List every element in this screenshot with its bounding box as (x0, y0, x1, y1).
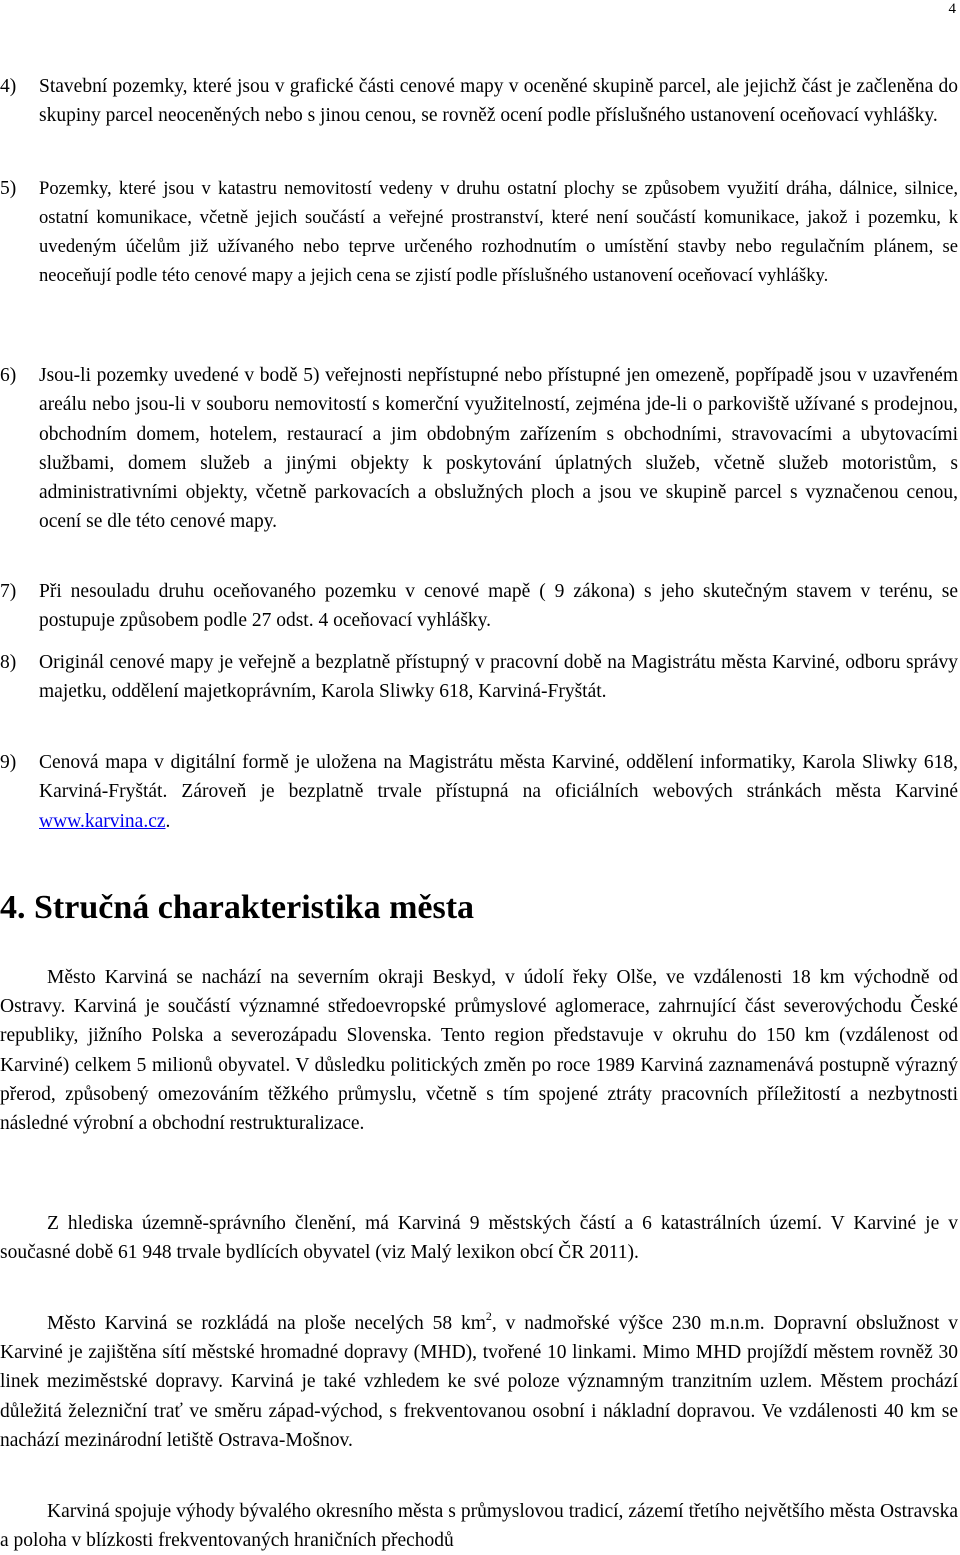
item-text: Při nesouladu druhu oceňovaného pozemku v cenové mapě ( 9 zákona) s jeho skutečným stavem v terénu, se postupuje způsobem podle 27 odst. 4 oceňovací vyhlášky. (39, 581, 958, 632)
item-text: Stavební pozemky, které jsou v grafické části cenové mapy v oceněné skupině parcel, ale jejichž část je začleněna do skupiny parcel neoceněných nebo s jinou cenou, se rovněž ocení podle příslušného ustanovení oceňovací vyhlášky. (39, 76, 958, 127)
list-item-8 (0, 648, 958, 707)
item-number: 7) (0, 581, 17, 602)
section-heading: 4. Stručná charakteristika města (0, 889, 475, 926)
item-text: Pozemky, které jsou v katastru nemovitostí vedeny v druhu ostatní plochy se způsobem využití dráha, dálnice, silnice, ostatní komunikace, včetně jejich součástí a veřejné prostranství, které není součástí komunikace, jakož i pozemku, k uvedeným účelům již užívaného nebo teprve určeného rozhodnutím o umístění stavby nebo regulačním plánem, se neoceňují podle této cenové mapy a jejich cena se zjistí podle příslušného ustanovení oceňovací vyhlášky. (39, 178, 958, 287)
website-link[interactable]: www.karvina.cz (39, 810, 166, 832)
list-item-5 (0, 174, 958, 290)
paragraph-advantages: Karviná spojuje výhody bývalého okresního města s průmyslovou tradicí, zázemí třetího největšího města Ostravska a poloha v blízkosti frekventovaných hraničních přechodů (0, 1501, 958, 1552)
item-number: 5) (0, 178, 17, 199)
item-text (39, 748, 958, 836)
item-number: 6) (0, 365, 17, 386)
list-item-6 (0, 361, 958, 537)
item-number: 8) (0, 652, 17, 673)
item-text: Originál cenové mapy je veřejně a bezplatně přístupný v pracovní době na Magistrátu města Karviné, odboru správy majetku, oddělení majetkoprávním, Karola Sliwky 618, Karviná-Fryštát. (39, 652, 958, 703)
item-text-main: Cenová mapa v digitální formě je uložena na Magistrátu města Karviné, oddělení informatiky, Karola Sliwky 618, Karviná-Fryštát. Zároveň je bezplatně trvale přístupná na oficiálních webových stránkách města Karviné (39, 752, 958, 803)
superscript-exponent: 2 (485, 1309, 492, 1323)
item-number: 4) (0, 76, 17, 97)
item-number: 9) (0, 752, 17, 773)
paragraph-administration: Z hlediska územně-správního členění, má Karviná 9 městských částí a 6 katastrálních území. V Karviné je v současné době 61 948 trvale bydlících obyvatel (viz Malý lexikon obcí ČR 2011). (0, 1213, 958, 1264)
item-text: Jsou-li pozemky uvedené v bodě 5) veřejnosti nepřístupné nebo přístupné jen omezeně, popřípadě jsou v uzavřeném areálu nebo jsou-li v souboru nemovitostí s komerční využitelností, zejména jde-li o parkoviště užívané s prodejnou, obchodním domem, hotelem, restaurací a jim obdobným zařízením s obchodními, stravovacími a ubytovacími službami, domem služeb a jinými objekty k poskytování úplatných služeb, včetně služeb motoristům, s administrativními objekty, včetně parkovacích a obslužných ploch a jsou ve skupině parcel s vyznačenou cenou, ocení se dle této cenové mapy. (39, 365, 958, 533)
list-item-9 (0, 748, 958, 836)
list-item-7 (0, 577, 958, 636)
list-item-4 (0, 72, 958, 131)
page-number: 4 (948, 1, 956, 17)
item-text-end: . (165, 810, 171, 832)
paragraph-transport-rest: , v nadmořské výšce 230 m.n.m. Dopravní obslužnost v Karviné je zajištěna sítí městské hromadné dopravy (MHD), tvořené 10 linkami. Mimo MHD projíždí městem rovněž 30 linek meziměstské dopravy. Karviná je také vzhledem ke své poloze významným tranzitním uzlem. Městem prochází důležitá železniční trať ve směru západ-východ, s frekventovanou osobní i nákladní dopravou. Ve vzdálenosti 40 km se nachází mezinárodní letiště Ostrava-Mošnov. (0, 1313, 958, 1451)
paragraph-location: Město Karviná se nachází na severním okraji Beskyd, v údolí řeky Olše, ve vzdálenosti 18 km východně od Ostravy. Karviná je součástí významné středoevropské průmyslové aglomerace, zahrnující část severovýchodu České republiky, jižního Polska a severozápadu Slovenska. Tento region představuje v okruhu do 150 km (vzdálenost od Karviné) celkem 5 milionů obyvatel. V důsledku politických změn po roce 1989 Karviná zaznamenává postupně výrazný přerod, způsobený omezováním těžkého průmyslu, včetně s tím spojené ztráty pracovních příležitostí a nezbytnosti následné výrobní a obchodní restrukturalizace. (0, 967, 958, 1135)
paragraph-transport (0, 1309, 958, 1455)
paragraph-transport-start: Město Karviná se rozkládá na ploše necelých 58 km (47, 1313, 486, 1334)
